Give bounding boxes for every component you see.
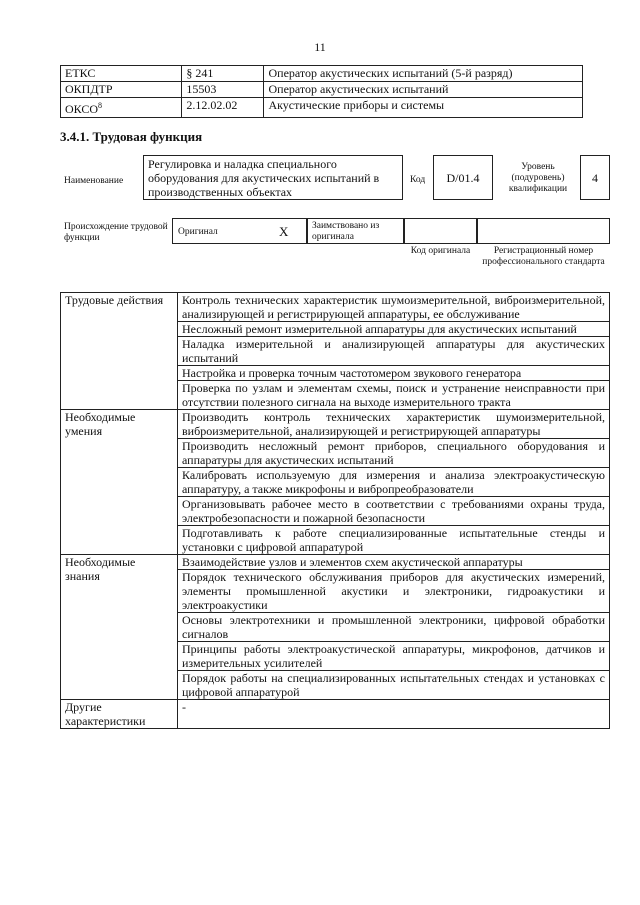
detail-item: Взаимодействие узлов и элементов схем акустической аппаратуры bbox=[178, 555, 610, 570]
detail-item: Организовывать рабочее место в соответствии с требованиями охраны труда, электробезопасности и пожарной безопасности bbox=[178, 497, 610, 526]
detail-item: Порядок работы на специализированных испытательных стендах и установках с цифровой аппаратурой bbox=[178, 671, 610, 700]
function-details-table bbox=[60, 292, 610, 729]
classification-row bbox=[61, 98, 583, 118]
original-label: Оригинал bbox=[178, 227, 218, 237]
detail-item: Калибровать используемую для измерения и анализа электроакустическую аппаратуру, а также микрофоны и вибропреобразователи bbox=[178, 468, 610, 497]
classification-code bbox=[61, 82, 182, 98]
classification-number: 15503 bbox=[182, 82, 264, 98]
classification-name: Оператор акустических испытаний (5-й разряд) bbox=[264, 66, 583, 82]
detail-item: Подготавливать к работе специализированные испытательные стенды и установки с цифровой аппаратурой bbox=[178, 526, 610, 555]
classification-code bbox=[61, 66, 182, 82]
classification-row bbox=[61, 66, 583, 82]
page-number: 11 bbox=[314, 40, 326, 54]
section-label: Трудовые действия bbox=[61, 293, 178, 410]
level-label: Уровень (подуровень) квалификации bbox=[508, 162, 568, 194]
detail-item: Несложный ремонт измерительной аппаратуры для акустических испытаний bbox=[178, 322, 610, 337]
classification-number: 2.12.02.02 bbox=[182, 98, 264, 118]
classification-code-text: ОКСО bbox=[65, 102, 99, 116]
detail-item: Проверка по узлам и элементам схемы, поиск и устранение неисправности при отсутствии полезного сигнала на выходе измерительного тракта bbox=[178, 381, 610, 410]
original-cell bbox=[172, 218, 307, 244]
classification-row bbox=[61, 82, 583, 98]
section-label: Необходимые знания bbox=[61, 555, 178, 700]
level-value: 4 bbox=[580, 155, 610, 200]
classification-code-text: ОКПДТР bbox=[65, 82, 113, 96]
origin-label: Происхождение трудовой функции bbox=[64, 222, 168, 243]
code-original-label: Код оригинала bbox=[410, 246, 471, 256]
detail-item: Порядок технического обслуживания приборов для акустических измерений, элементы промышленной акустики и электроники, гидроакустики и электроакустики bbox=[178, 570, 610, 613]
detail-item: - bbox=[178, 700, 610, 729]
original-mark: X bbox=[279, 224, 289, 239]
detail-row bbox=[61, 293, 610, 322]
detail-item: Принципы работы электроакустической аппаратуры, микрофонов, датчиков и измерительных усилителей bbox=[178, 642, 610, 671]
classification-name: Оператор акустических испытаний bbox=[264, 82, 583, 98]
classification-number: § 241 bbox=[182, 66, 264, 82]
name-label: Наименование bbox=[64, 176, 124, 186]
detail-item: Основы электротехники и промышленной электроники, цифровой обработки сигналов bbox=[178, 613, 610, 642]
detail-item: Производить несложный ремонт приборов, специального оборудования и аппаратуры для акустических испытаний bbox=[178, 439, 610, 468]
classification-name: Акустические приборы и системы bbox=[264, 98, 583, 118]
section-label: Другие характеристики bbox=[61, 700, 178, 729]
detail-item: Контроль технических характеристик шумоизмерительной, виброизмерительной, анализирующей и регистрирующей аппаратуры, ее обслуживание bbox=[178, 293, 610, 322]
function-name-value: Регулировка и наладка специального оборудования для акустических испытаний в производственных объектах bbox=[143, 155, 403, 200]
detail-item: Настройка и проверка точным частотомером звукового генератора bbox=[178, 366, 610, 381]
detail-row bbox=[61, 700, 610, 729]
detail-item: Наладка измерительной и анализирующей аппаратуры для акустических испытаний bbox=[178, 337, 610, 366]
detail-row bbox=[61, 410, 610, 439]
classification-code bbox=[61, 98, 182, 118]
detail-item: Производить контроль технических характеристик шумоизмерительной, виброизмерительной, анализирующей и регистрирующей аппаратуры bbox=[178, 410, 610, 439]
borrowed-cell: Заимствовано из оригинала bbox=[307, 218, 404, 244]
footnote-mark: 8 bbox=[98, 101, 103, 110]
classification-table bbox=[60, 65, 583, 118]
reg-number-label: Регистрационный номер профессионального стандарта bbox=[482, 246, 605, 267]
reg-number-cell bbox=[477, 218, 610, 244]
function-code-value: D/01.4 bbox=[433, 155, 493, 200]
section-title: 3.4.1. Трудовая функция bbox=[60, 129, 203, 144]
section-label: Необходимые умения bbox=[61, 410, 178, 555]
classification-code-text: ЕТКС bbox=[65, 66, 96, 80]
detail-row bbox=[61, 555, 610, 570]
code-label: Код bbox=[410, 175, 426, 185]
code-original-cell bbox=[404, 218, 477, 244]
